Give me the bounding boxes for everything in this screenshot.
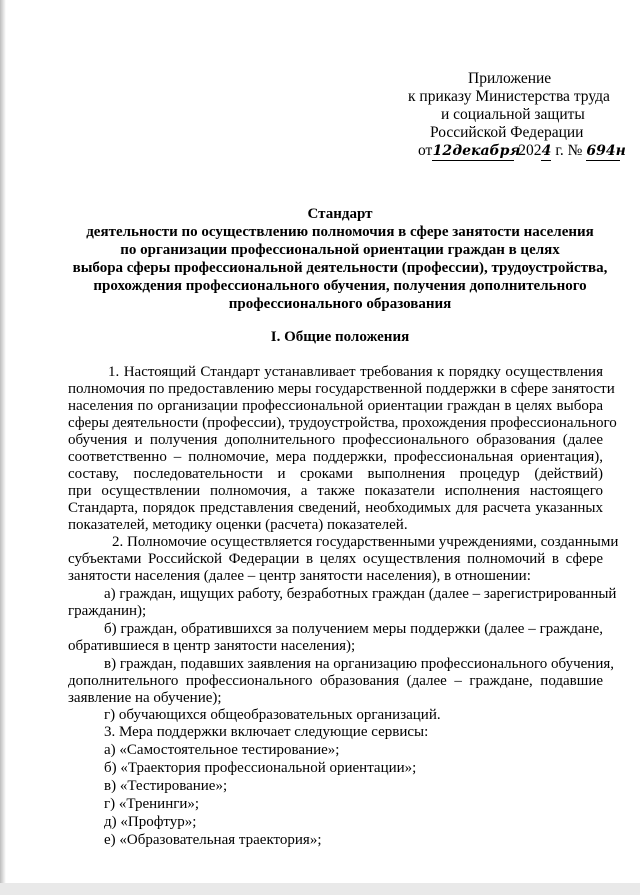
title-line-6: профессионального образования (228, 296, 452, 312)
paragraph-line: гражданин); (68, 603, 147, 619)
paragraph-line: а) граждан, ищущих работу, безработных граждан (далее – зарегистрированный (104, 586, 617, 602)
paragraph-line: Стандарта, порядок представления сведений, необходимых для расчета указанных (68, 500, 603, 516)
paragraph-line: заявление на обучение); (68, 690, 222, 706)
paragraph-line: составу, последовательности и сроками выполнения процедур (действий) (68, 466, 603, 482)
date-year-digit: 4 (541, 143, 552, 159)
service-item: д) «Профтур»; (104, 814, 197, 830)
appendix-line-4: Российской Федерации (430, 124, 584, 141)
title-line-1: Стандарт (307, 206, 373, 222)
paragraph-line: 1. Настоящий Стандарт устанавливает требования к порядку осуществления (108, 364, 603, 380)
service-item: а) «Самостоятельное тестирование»; (104, 742, 340, 758)
paragraph-line: соответственно – полномочие, мера поддержки, профессиональная ориентация), (68, 449, 603, 465)
paragraph-line: дополнительного профессионального образования (далее – граждане, подавшие (68, 673, 603, 689)
scan-edge-shadow (0, 0, 6, 895)
appendix-line-3: и социальной защиты (441, 106, 585, 123)
paragraph-line: занятости населения (далее – центр занятости населения), в отношении: (68, 568, 531, 584)
service-item: б) «Траектория профессиональной ориентации»; (104, 760, 417, 776)
paragraph-line: при осуществлении полномочия, а также показатели исполнения настоящего (68, 483, 603, 499)
paragraph-line: показателей, методику оценки (расчета) показателей. (68, 517, 408, 533)
date-prefix: от (418, 142, 433, 159)
appendix-line-1: Приложение (468, 70, 552, 87)
paragraph-line: населения по организации профессиональной ориентации граждан в целях выбора (68, 398, 603, 414)
order-number-handwritten: 694н (586, 143, 626, 159)
paragraph-line: сферы деятельности (профессии), трудоустройства, прохождения профессионального (68, 415, 617, 431)
title-line-5: прохождения профессионального обучения, получения дополнительного (93, 278, 587, 294)
list-item-g: г) обучающихся общеобразовательных организаций. (104, 707, 441, 723)
paragraph-line: б) граждан, обратившихся за получением меры поддержки (далее – граждане, (104, 621, 603, 637)
paragraph-line: обучения и получения дополнительного профессионального образования (далее (68, 432, 603, 448)
paragraph-line: обратившиеся в центр занятости населения); (68, 638, 356, 654)
paragraph-line: полномочия по предоставлению меры государственной поддержки в сфере занятости (68, 381, 615, 397)
appendix-date-line (418, 142, 626, 161)
title-line-2: деятельности по осуществлению полномочия в сфере занятости населения (86, 224, 594, 240)
date-day-handwritten: 12 (432, 143, 453, 159)
service-item: в) «Тестирование»; (104, 778, 228, 794)
date-month-handwritten: декабря (452, 143, 521, 159)
paragraph-3: 3. Мера поддержки включает следующие сервисы: (104, 724, 429, 740)
scan-bottom-strip (0, 883, 640, 895)
section-heading: I. Общие положения (270, 329, 410, 345)
paragraph-line: субъектами Российской Федерации в целях осуществления полномочий в сфере (68, 551, 603, 567)
paragraph-line: 2. Полномочие осуществляется государственными учреждениями, созданными (112, 534, 619, 550)
date-year-prefix: 202 (518, 142, 542, 159)
date-suffix: г. № (555, 142, 583, 159)
title-line-3: по организации профессиональной ориентации граждан в целях (120, 242, 560, 258)
service-item: е) «Образовательная траектория»; (104, 832, 322, 848)
paragraph-line: в) граждан, подавших заявления на организацию профессионального обучения, (104, 656, 615, 672)
service-item: г) «Тренинги»; (104, 796, 200, 812)
appendix-line-2: к приказу Министерства труда (408, 88, 610, 105)
title-line-4: выбора сферы профессиональной деятельности (профессии), трудоустройства, (72, 260, 608, 276)
